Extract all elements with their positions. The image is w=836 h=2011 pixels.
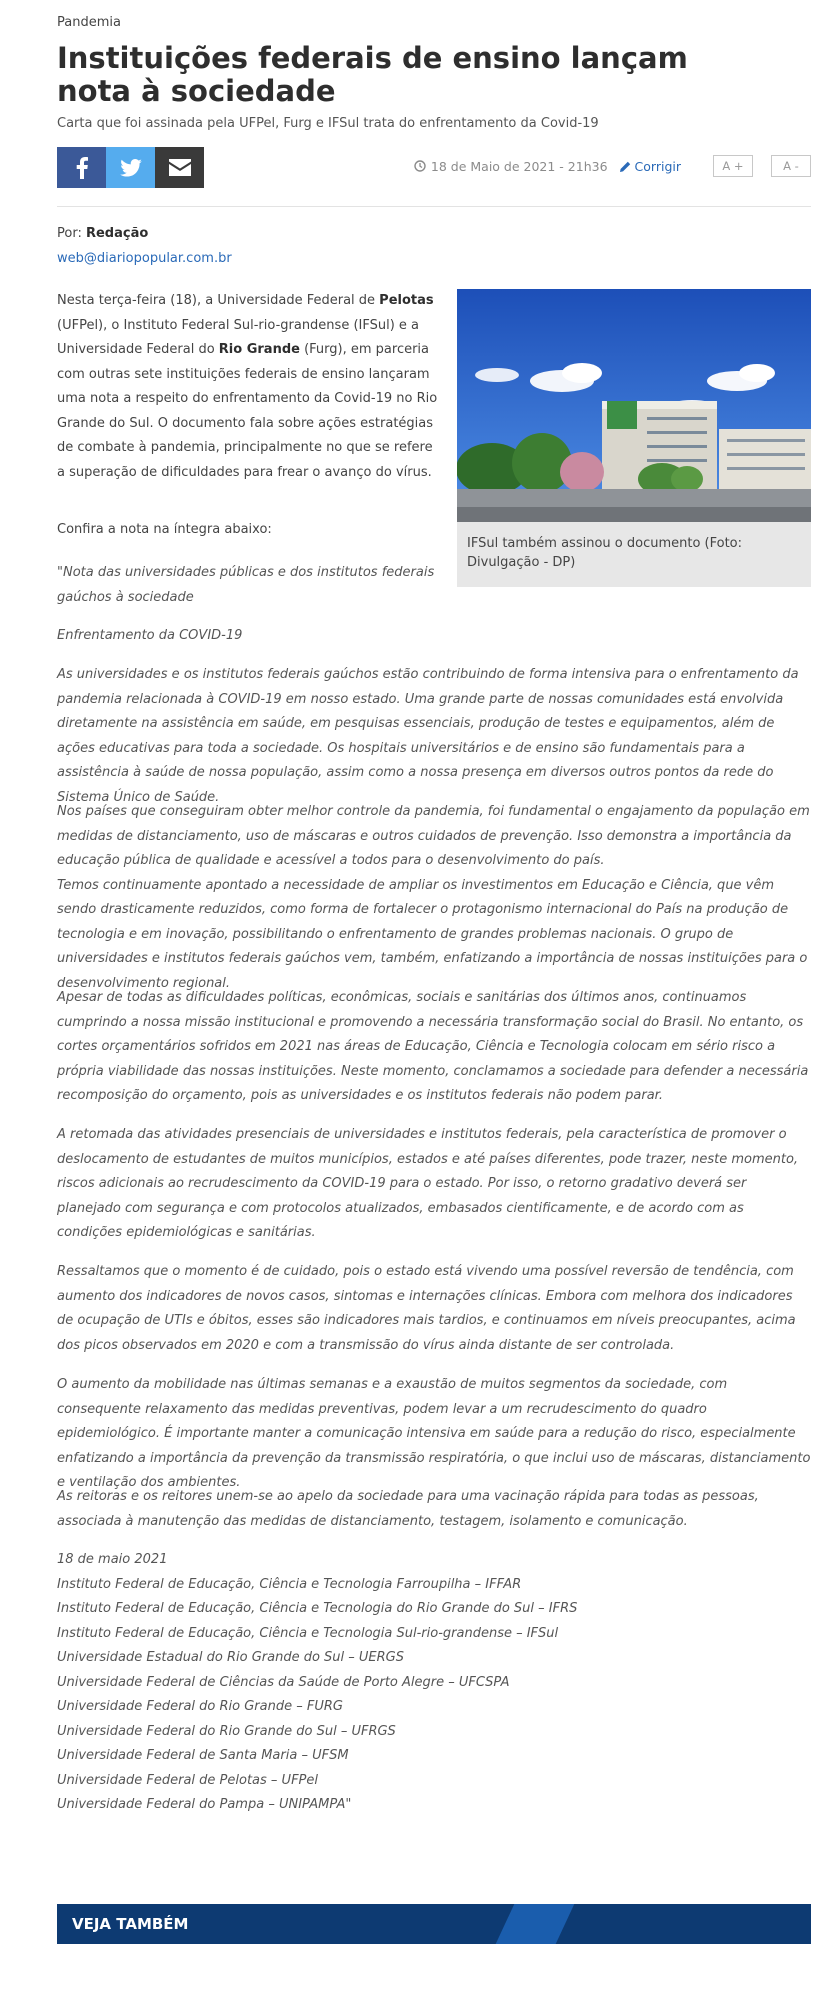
note-paragraph-5: Ressaltamos que o momento é de cuidado, pois o estado está vivendo uma possível reversão de tendência, com aumento dos indicadores de novos casos, sintomas e internações clínicas. Embora com melhora dos indicadores de ocupação de UTIs e óbitos, esses são indicadores mais tardios, e continuamos em níveis preocupantes, acima dos picos observados em 2020 e com a transmissão do vírus ainda distante de ser controlada. <box>57 1264 796 1353</box>
confira-paragraph: Confira a nota na íntegra abaixo: <box>57 522 272 537</box>
signatory: Instituto Federal de Educação, Ciência e Tecnologia Farroupilha – IFFAR <box>57 1576 522 1592</box>
author-email-link[interactable]: web@diariopopular.com.br <box>57 251 232 266</box>
signatures-block <box>57 1548 811 1818</box>
signatory: Universidade Federal do Pampa – UNIPAMPA" <box>57 1797 352 1812</box>
byline-author: Redação <box>85 226 149 241</box>
header-accent-stripe <box>496 1904 575 1944</box>
envelope-icon <box>169 159 191 176</box>
facebook-icon <box>76 157 88 179</box>
page-title: Instituições federais de ensino lançam nota à sociedade <box>57 41 688 108</box>
lead-text-1: Nesta terça-feira (18), a Universidade Federal de <box>57 293 380 308</box>
header-divider <box>57 206 811 207</box>
lead-paragraph <box>57 289 442 485</box>
note-paragraph-3: Apesar de todas as dificuldades políticas, econômicas, sociais e sanitárias dos últimos anos, continuamos cumprindo a nossa missão institucional e promovendo a necessária transformação social do Brasil. No entanto, os cortes orçamentários sofridos em 2021 nas áreas de Educação, Ciência e Tecnologia colocam em sério risco a própria viabilidade das nossas instituições. Neste momento, conclamamos a sociedade para defender a necessária recomposição do orçamento, pois as universidades e os institutos federais não podem parar. <box>57 990 809 1103</box>
signatory: Universidade Federal do Rio Grande – FURG <box>57 1699 343 1714</box>
note-paragraph-1: As universidades e os institutos federais gaúchos estão contribuindo de forma intensiva para o enfrentamento da pandemia relacionada à COVID-19 em nosso estado. Uma grande parte de nossas comunidades está envolvida diretamente na assistência em saúde, em pesquisas essenciais, produção de testes e equipamentos, além de ações educativas para toda a sociedade. Os hospitais universitários e de ensino são fundamentais para a assistência à saúde de nossa população, assim como a nossa presença em diversos outros pontos da rede do Sistema Único de Saúde. <box>57 667 799 805</box>
signatory: Universidade Federal do Rio Grande do Sul – UFRGS <box>57 1723 396 1739</box>
font-increase-button[interactable]: A + <box>713 155 753 177</box>
campus-photo[interactable] <box>457 289 811 522</box>
correct-label: Corrigir <box>634 158 681 174</box>
note-date: 18 de maio 2021 <box>57 1552 168 1567</box>
lead-text-2: (UFPel), o Instituto Federal Sul-rio-grandense (IFSul) e a Universidade Federal do <box>57 317 420 357</box>
article-meta <box>414 155 811 177</box>
byline <box>57 226 148 241</box>
article-subtitle: Carta que foi assinada pela UFPel, Furg e IFSul trata do enfrentamento da Covid-19 <box>57 116 599 131</box>
article-figure <box>457 289 811 587</box>
note-paragraph-6: O aumento da mobilidade nas últimas semanas e a exaustão de muitos segmentos da sociedade, com consequente relaxamento das medidas preventivas, podem levar a um recrudescimento do quadro epidemiológico. É importante manter a comunicação intensiva em saúde para a redução do risco, especialmente enfatizando a importância da prevenção da transmissão respiratória, o que inclui uso de máscaras, distanciamento e ventilação dos ambientes. <box>57 1377 811 1490</box>
signatory: Universidade Federal de Ciências da Saúde de Porto Alegre – UFCSPA <box>57 1674 510 1690</box>
signatory: Universidade Estadual do Rio Grande do Sul – UERGS <box>57 1650 405 1665</box>
note-paragraph-2b: Temos continuamente apontado a necessidade de ampliar os investimentos em Educação e Ciência, que vêm sendo drasticamente reduzidos, como forma de fortalecer o protagonismo internacional do País na produção de tecnologia e em inovação, possibilitando o enfrentamento de grandes problemas nacionais. O grupo de universidades e institutos federais gaúchos vem, também, enfatizando a importância de nossas instituições para o desenvolvimento regional. <box>57 877 808 991</box>
share-twitter-button[interactable] <box>106 147 155 188</box>
share-bar <box>57 147 204 188</box>
share-facebook-button[interactable] <box>57 147 106 188</box>
note-heading: Enfrentamento da COVID-19 <box>57 628 243 643</box>
lead-text-3: (Furg), em parceria com outras sete instituições federais de ensino lançaram uma nota a respeito do enfrentamento da Covid-19 no Rio Grande do Sul. O documento fala sobre ações estratégias de combate à pandemia, principalmente no que se refere a superação de dificuldades para frear o avanço do vírus. <box>57 342 438 480</box>
byline-prefix: Por: <box>57 226 82 241</box>
note-paragraph-2a: Nos países que conseguiram obter melhor controle da pandemia, foi fundamental o engajamento da população em medidas de distanciamento, uso de máscaras e outros cuidados de prevenção. Isso demonstra a importância da educação pública de qualidade e acessível a todos para o desenvolvimento do país. <box>57 804 810 868</box>
lead-bold-pelotas[interactable]: Pelotas <box>379 293 434 308</box>
signatory: Universidade Federal de Pelotas – UFPel <box>57 1772 318 1788</box>
font-decrease-button[interactable]: A - <box>771 155 811 177</box>
publish-date <box>414 159 608 174</box>
share-email-button[interactable] <box>155 147 204 188</box>
twitter-icon <box>120 159 142 177</box>
related-title: VEJA TAMBÉM <box>72 1915 189 1933</box>
pencil-icon <box>620 161 631 172</box>
related-section-header <box>57 1904 811 1944</box>
section-label[interactable]: Pandemia <box>57 15 121 30</box>
lead-bold-rio-grande[interactable]: Rio Grande <box>218 342 300 357</box>
publish-date-text: 18 de Maio de 2021 - 21h36 <box>430 158 608 174</box>
figure-caption: IFSul também assinou o documento (Foto: Divulgação - DP) <box>467 536 743 570</box>
note-paragraph-4: A retomada das atividades presenciais de universidades e institutos federais, pela característica de promover o deslocamento de estudantes de muitos municípios, estados e até países diferentes, pode trazer, neste momento, riscos adicionais ao recrudescimento da COVID-19 para o estado. Por isso, o retorno gradativo deverá ser planejado com segurança e com protocolos atualizados, embasados cientificamente, e de acordo com as condições epidemiológicas e sanitárias. <box>57 1127 799 1240</box>
correct-link[interactable] <box>620 159 681 174</box>
signatory: Instituto Federal de Educação, Ciência e Tecnologia do Rio Grande do Sul – IFRS <box>57 1601 578 1616</box>
signatory: Instituto Federal de Educação, Ciência e Tecnologia Sul-rio-grandense – IFSul <box>57 1625 559 1641</box>
note-paragraph-2 <box>57 800 811 996</box>
signatory: Universidade Federal de Santa Maria – UFSM <box>57 1748 349 1763</box>
clock-icon <box>414 160 426 172</box>
note-opening: "Nota das universidades públicas e dos institutos federais gaúchos à sociedade <box>57 565 435 605</box>
note-paragraph-7: As reitoras e os reitores unem-se ao apelo da sociedade para uma vacinação rápida para todas as pessoas, associada à manutenção das medidas de distanciamento, testagem, isolamento e comunicação. <box>57 1489 759 1529</box>
